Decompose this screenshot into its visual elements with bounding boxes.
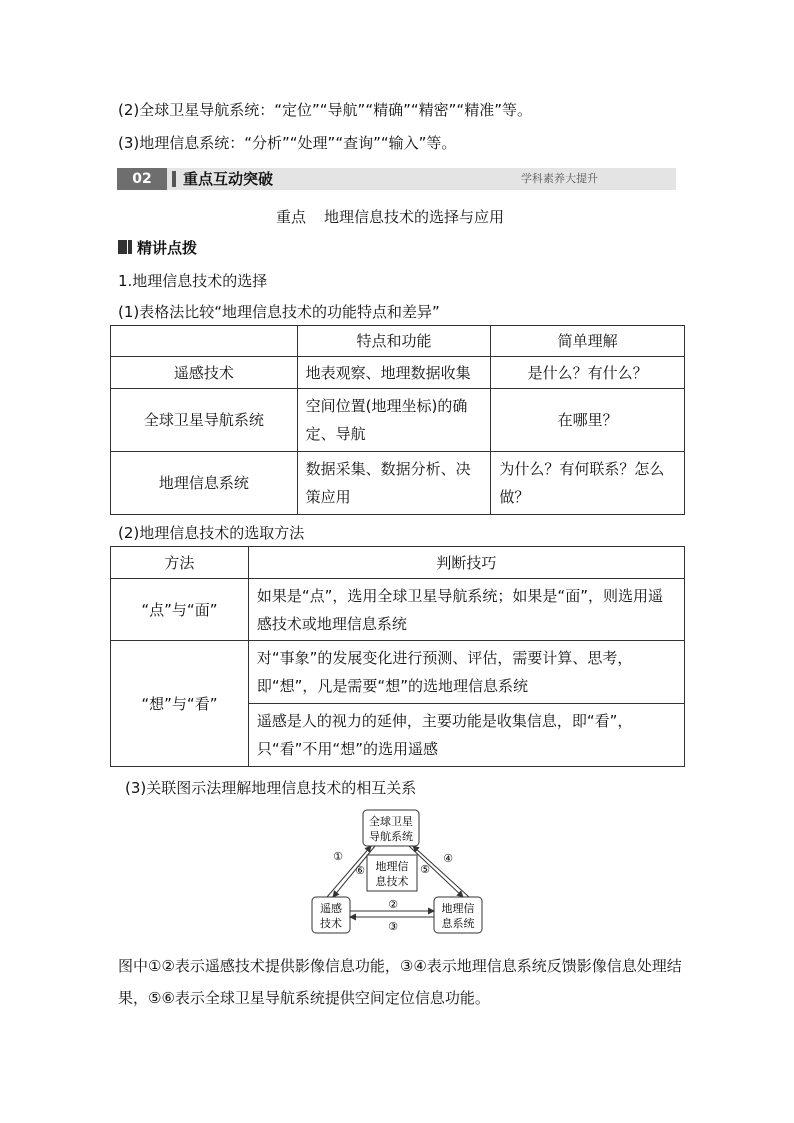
- gnss-box-line2: 导航系统: [369, 830, 413, 843]
- subsection-title: 精讲点拨: [137, 239, 198, 257]
- heading-table-method: (1)表格法比较“地理信息技术的功能特点和差异”: [118, 303, 440, 321]
- focus-title: 地理信息技术的选择与应用: [324, 208, 505, 226]
- center-box-line2: 息技术: [375, 875, 409, 888]
- section-title: 重点互动突破: [183, 170, 274, 188]
- table-row: [111, 641, 685, 704]
- gis-box-line2: 息系统: [441, 917, 475, 930]
- relationship-diagram: [305, 803, 495, 938]
- section-number: 02: [117, 168, 167, 190]
- table-cell: 空间位置(地理坐标)的确定、导航: [297, 389, 491, 452]
- table-cell: 遥感是人的视力的延伸，主要功能是收集信息，即“看”，只“看”不用“想”的选用遥感: [248, 704, 684, 767]
- section-tag: 学科素养大提升: [521, 172, 598, 185]
- label-5: ⑤: [420, 863, 430, 876]
- table-cell: “点”与“面”: [111, 579, 249, 641]
- label-4: ④: [443, 852, 453, 865]
- table-header-cell: 判断技巧: [248, 547, 684, 579]
- table-header-cell: 特点和功能: [297, 326, 491, 357]
- table-header-row: [111, 547, 685, 579]
- table-row: [111, 452, 685, 515]
- table-header-cell: [111, 326, 298, 357]
- table-cell: 为什么？有何联系？怎么做？: [491, 452, 685, 515]
- gnss-keywords-line: (2)全球卫星导航系统：“定位”“导航”“精确”“精密”“精准”等。: [118, 101, 532, 119]
- table-cell: 是什么？有什么？: [491, 357, 685, 389]
- comparison-table: [110, 325, 685, 515]
- label-6: ⑥: [355, 864, 365, 877]
- table-header-cell: 方法: [111, 547, 249, 579]
- rs-box-line2: 技术: [320, 917, 342, 930]
- table-cell: 数据采集、数据分析、决策应用: [297, 452, 491, 515]
- block-icon: [118, 240, 132, 254]
- heading-diagram-method: (3)关联图示法理解地理信息技术的相互关系: [125, 779, 417, 797]
- gis-box-line1: 地理信: [441, 902, 475, 915]
- table-cell: 如果是“点”，选用全球卫星导航系统；如果是“面”，则选用遥感技术或地理信息系统: [248, 579, 684, 641]
- gis-keywords-line: (3)地理信息系统：“分析”“处理”“查询”“输入”等。: [118, 134, 457, 152]
- table-cell: 地理信息系统: [111, 452, 298, 515]
- focus-heading: [276, 206, 504, 227]
- table-cell: 遥感技术: [111, 357, 298, 389]
- table-cell: 在哪里？: [491, 389, 685, 452]
- heading-selection-method: (2)地理信息技术的选取方法: [118, 524, 305, 542]
- focus-label: 重点: [276, 208, 307, 226]
- table-row: [111, 579, 685, 641]
- method-table: [110, 546, 685, 767]
- label-2: ②: [388, 898, 398, 911]
- section-separator: [172, 171, 176, 187]
- table-cell: 对“事象”的发展变化进行预测、评估，需要计算、思考，即“想”，凡是需要“想”的选地理信息系统: [248, 641, 684, 704]
- table-header-row: [111, 326, 685, 357]
- gnss-box-line1: 全球卫星: [369, 815, 413, 828]
- center-box-line1: 地理信: [375, 860, 409, 873]
- section-header-bar: [117, 168, 676, 190]
- table-cell: 全球卫星导航系统: [111, 389, 298, 452]
- table-header-cell: 简单理解: [491, 326, 685, 357]
- rs-box-line1: 遥感: [320, 902, 342, 915]
- label-1: ①: [333, 850, 343, 863]
- heading-selection: 1.地理信息技术的选择: [118, 272, 268, 290]
- table-cell: “想”与“看”: [111, 641, 249, 767]
- table-cell: 地表观察、地理数据收集: [297, 357, 491, 389]
- label-3: ③: [388, 920, 398, 933]
- explanation-paragraph: 图中①②表示遥感技术提供影像信息功能，③④表示地理信息系统反馈影像信息处理结果，⑤⑥表示全球卫星导航系统提供空间定位信息功能。: [118, 957, 682, 1007]
- table-row: [111, 389, 685, 452]
- table-row: [111, 357, 685, 389]
